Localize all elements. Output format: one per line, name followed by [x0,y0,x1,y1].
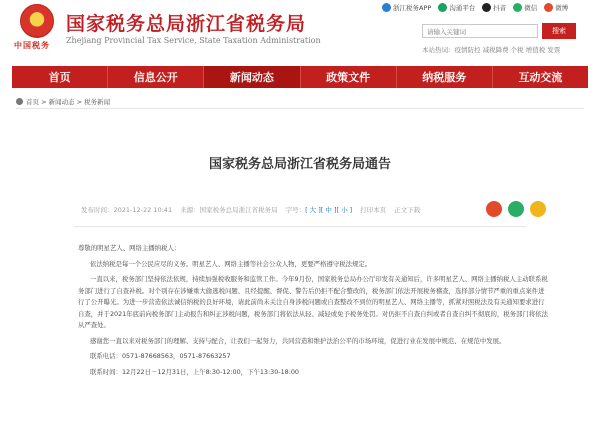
hot-words [422,45,560,54]
nav-item-news[interactable]: 新闻动态 [204,66,300,88]
wechat-icon [513,3,522,12]
top-link-douyin[interactable] [482,3,506,12]
weibo-share-icon[interactable] [486,201,502,217]
contact-time [78,367,548,379]
search-button[interactable]: 搜索 [542,23,576,39]
article-divider [74,226,526,227]
douyin-icon [482,3,491,12]
top-link-label: 微信 [524,4,538,12]
font-size-medium[interactable]: [ 中 ] [320,206,337,214]
location-pin-icon [16,98,23,105]
paragraph: 依法纳税是每一个公民应尽的义务。明星艺人、网络主播等社会公众人物，更要严格遵守税法规定。 [90,259,372,268]
top-link-label: 抖音 [493,4,507,12]
weibo-icon [544,3,553,12]
search-input[interactable]: 请输入关键词 [422,24,538,38]
tax-emblem-icon [20,4,54,38]
top-link-app[interactable] [382,3,431,12]
article-title: 国家税务总局浙江省税务局通告 [208,157,391,172]
main-nav [12,66,588,88]
top-link-label: 沟通平台 [449,4,476,12]
breadcrumb-text[interactable]: 首页 > 新闻动态 > 税务新闻 [26,98,111,106]
source-label: 来源： [180,206,200,214]
source-value: 国家税务总局浙江省税务局 [199,206,278,214]
article-meta [81,205,521,214]
article-body [78,243,548,382]
salutation: 尊敬的明星艺人、网络主播纳税人： [78,244,181,252]
hot-words-list[interactable]: 疫情防控 减税降费 个税 增值税 发票 [454,46,561,54]
top-links [382,3,568,12]
top-link-platform[interactable] [438,3,475,12]
top-link-label: 微博 [555,4,569,12]
share-icons [486,201,546,217]
site-header [0,0,600,62]
hot-words-label: 本站热词： [422,46,455,54]
nav-item-policy[interactable]: 政策文件 [301,66,397,88]
nav-item-home[interactable]: 首页 [12,66,108,88]
top-link-wechat[interactable] [513,3,537,12]
site-subtitle: Zhejiang Provincial Tax Service, State Taxation Administration [66,36,321,45]
contact-phone [78,351,548,363]
font-size-small[interactable]: [ 小 ] [336,206,353,214]
download-link[interactable]: 正文下载 [394,206,421,214]
contact-phone-value: 0571-87668563，0571-87663257 [121,352,231,360]
breadcrumb-divider [16,108,584,109]
wechat-share-icon[interactable] [508,201,524,217]
nav-item-info[interactable]: 信息公开 [108,66,204,88]
publish-time-value: 2021-12-22 10:41 [113,206,173,214]
font-size-control [286,205,353,214]
contact-time-value: 12月22日－12月31日，上午8:30-12:00，下午13:30-18:00 [121,367,299,376]
top-link-weibo[interactable] [544,3,568,12]
contact-phone-label: 联系电话： [90,352,122,360]
publish-time [81,205,172,214]
chat-icon [438,3,447,12]
nav-item-interaction[interactable]: 互动交流 [518,71,563,84]
publish-time-label: 发布时间： [81,206,114,214]
paragraph: 感谢您一直以来对税务部门的理解、支持与配合，让我们一起努力，共同营造和维护法治公平的市场环境，促进行业在发展中规范、在规范中发展。 [90,336,506,345]
nav-item-service[interactable]: 纳税服务 [397,66,493,88]
print-link[interactable]: 打印本页 [360,206,387,214]
contact-time-label: 联系时间： [90,367,122,376]
paragraph: 一直以来，税务部门坚持依法依规，持续加强税收服务和监管工作。今年9月份，国家税务总局办公厅印发有关通知后，许多明星艺人、网络主播纳税人主动联系税务部门进行了自查补税。对个别存在涉嫌重大偷逃税问题、且经提醒、督促、警告后仍拒不配合整改的，税务部门依法开展税务稽查，选择部分情节严重的重点案件进行了公开曝光。为进一步营造依法诚信纳税的良好环境，请此前尚未关注自身涉税问题或自查整改不到位的明星艺人、网络主播等，抓紧对照税法及有关通知要求进行自查，并于2021年底前向税务部门主动报告和纠正涉税问题，税务部门将依法从轻、减轻或免予税务处罚。对仍拒不自查自纠或者自查自纠不彻底的，税务部门将依法从严查处。 [78,275,548,329]
qzone-share-icon[interactable] [530,201,546,217]
breadcrumb [16,97,110,106]
site-title[interactable]: 国家税务总局浙江省税务局 [66,13,307,35]
font-size-large[interactable]: [ 大 ] [305,206,321,214]
logo-text: 中国税务 [14,40,50,50]
article-source [180,205,278,214]
phone-icon [382,3,391,12]
font-size-label: 字号： [285,206,306,214]
top-link-label: 浙江税务APP [393,4,432,12]
